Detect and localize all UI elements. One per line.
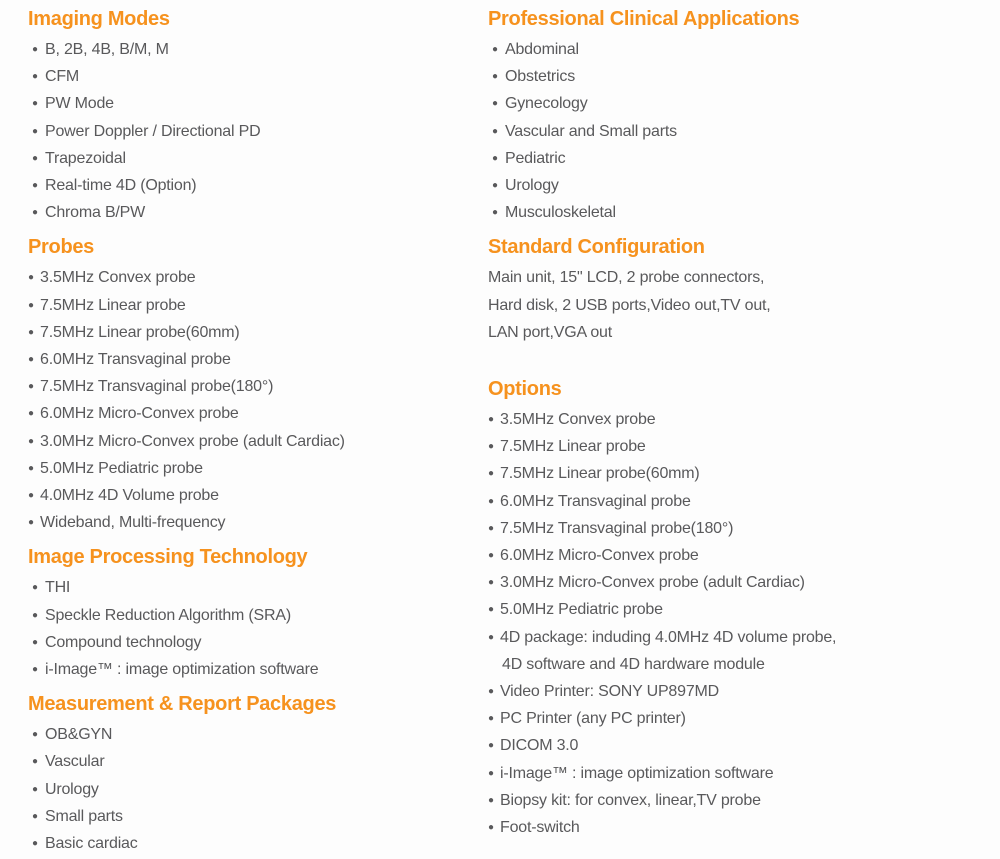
item-label: OB&GYN (45, 726, 113, 744)
list-item (28, 776, 488, 803)
item-label: Gynecology (505, 95, 588, 113)
item-label: Foot-switch (500, 819, 580, 837)
list-item-continuation (488, 651, 988, 678)
imaging-modes-list (28, 36, 488, 226)
options-list (488, 406, 988, 841)
bullet-icon: ● (488, 686, 494, 698)
item-label: DICOM 3.0 (500, 737, 579, 755)
item-label: Video Printer: SONY UP897MD (500, 683, 719, 701)
item-label: 4.0MHz 4D Volume probe (40, 487, 219, 505)
bullet-icon: ● (32, 783, 38, 795)
bullet-icon: ● (492, 125, 498, 137)
bullet-icon: ● (488, 414, 494, 426)
bullet-icon: ● (488, 767, 494, 779)
list-item (28, 803, 488, 830)
item-label: 6.0MHz Micro-Convex probe (500, 547, 699, 565)
item-label: 5.0MHz Pediatric probe (40, 459, 203, 477)
item-label: 4D package: induding 4.0MHz 4D volume probe, (500, 628, 837, 646)
item-label: 3.5MHz Convex probe (40, 269, 196, 287)
bullet-icon: ● (488, 631, 494, 643)
item-label: Obstetrics (505, 68, 576, 86)
bullet-icon: ● (488, 522, 494, 534)
item-label: Real-time 4D (Option) (45, 177, 197, 195)
item-label: Speckle Reduction Algorithm (SRA) (45, 606, 291, 624)
item-label: Urology (45, 780, 99, 798)
bullet-icon: ● (488, 441, 494, 453)
item-label: Vascular and Small parts (505, 122, 677, 140)
item-label: 5.0MHz Pediatric probe (500, 601, 663, 619)
item-label: Vascular (45, 753, 105, 771)
list-item (28, 602, 488, 629)
bullet-icon: ● (32, 71, 38, 83)
list-item (28, 629, 488, 656)
section-options (488, 376, 988, 841)
item-label: PC Printer (any PC printer) (500, 710, 686, 728)
section-title: Standard Configuration (488, 236, 705, 259)
config-line: Hard disk, 2 USB ports,Video out,TV out, (488, 296, 771, 314)
bullet-icon: ● (32, 180, 38, 192)
item-label: Small parts (45, 807, 123, 825)
config-line: LAN port,VGA out (488, 323, 612, 341)
section-title: Options (488, 378, 562, 401)
item-label: 3.5MHz Convex probe (500, 411, 656, 429)
bullet-icon: ● (32, 125, 38, 137)
item-label: B, 2B, 4B, B/M, M (45, 41, 169, 58)
item-label: 4D software and 4D hardware module (502, 655, 765, 673)
standard-configuration-text (488, 264, 988, 346)
item-label: 7.5MHz Linear probe (40, 296, 186, 314)
item-label: THI (45, 579, 71, 597)
item-label: Urology (505, 177, 559, 195)
list-item (488, 569, 988, 596)
section-title: Probes (28, 236, 95, 259)
item-label: CFM (45, 68, 80, 86)
bullet-icon: ● (488, 740, 494, 752)
bullet-icon: ● (28, 299, 34, 311)
bullet-icon: ● (32, 810, 38, 822)
bullet-icon: ● (492, 71, 498, 83)
item-label: Chroma B/PW (45, 204, 146, 222)
right-column (488, 6, 988, 857)
list-item (28, 118, 488, 145)
list-item (488, 36, 988, 63)
list-item (488, 787, 988, 814)
bullet-icon: ● (28, 272, 34, 284)
bullet-icon: ● (28, 381, 34, 393)
list-item (488, 678, 988, 705)
list-item (28, 199, 488, 226)
item-label: Abdominal (505, 41, 579, 58)
bullet-icon: ● (32, 98, 38, 110)
item-label: 7.5MHz Linear probe(60mm) (40, 323, 240, 341)
section-measurement-report-packages (28, 691, 488, 857)
list-item (28, 145, 488, 172)
bullet-icon: ● (28, 435, 34, 447)
bullet-icon: ● (488, 468, 494, 480)
list-item (28, 346, 488, 373)
list-item (28, 63, 488, 90)
item-label: 6.0MHz Transvaginal probe (500, 492, 691, 510)
list-item (28, 373, 488, 400)
list-item (488, 596, 988, 623)
list-item (28, 455, 488, 482)
bullet-icon: ● (488, 495, 494, 507)
bullet-icon: ● (488, 794, 494, 806)
bullet-icon: ● (492, 44, 498, 55)
bullet-icon: ● (488, 550, 494, 562)
list-item (488, 705, 988, 732)
bullet-icon: ● (32, 838, 38, 850)
bullet-icon: ● (32, 207, 38, 219)
list-item (28, 400, 488, 427)
item-label: 3.0MHz Micro-Convex probe (adult Cardiac) (500, 574, 805, 592)
list-item (488, 542, 988, 569)
item-label: 3.0MHz Micro-Convex probe (adult Cardiac) (40, 432, 345, 450)
bullet-icon: ● (492, 98, 498, 110)
section-professional-clinical-applications (488, 6, 988, 226)
item-label: i-Image™ : image optimization software (500, 764, 774, 782)
item-label: 6.0MHz Transvaginal probe (40, 351, 231, 369)
item-label: 6.0MHz Micro-Convex probe (40, 405, 239, 423)
item-label: 7.5MHz Transvaginal probe(180°) (40, 378, 274, 396)
left-column (28, 6, 488, 857)
item-label: 7.5MHz Linear probe(60mm) (500, 465, 700, 483)
list-item (488, 145, 988, 172)
measurement-report-list (28, 721, 488, 857)
item-label: Compound technology (45, 633, 202, 651)
bullet-icon: ● (488, 604, 494, 616)
list-item (28, 830, 488, 857)
bullet-icon: ● (32, 152, 38, 164)
item-label: PW Mode (45, 95, 114, 113)
bullet-icon: ● (32, 609, 38, 621)
list-item (28, 509, 488, 536)
section-title: Measurement & Report Packages (28, 693, 337, 716)
bullet-icon: ● (28, 490, 34, 502)
list-item (488, 118, 988, 145)
list-item (28, 482, 488, 509)
list-item (488, 63, 988, 90)
bullet-icon: ● (32, 664, 38, 676)
bullet-icon: ● (28, 326, 34, 338)
bullet-icon: ● (32, 729, 38, 741)
section-probes (28, 234, 488, 536)
list-item (28, 656, 488, 683)
list-item (488, 732, 988, 759)
item-label: 7.5MHz Linear probe (500, 438, 646, 456)
list-item (28, 748, 488, 775)
bullet-icon: ● (488, 822, 494, 834)
image-processing-list (28, 574, 488, 683)
bullet-icon: ● (28, 408, 34, 420)
item-label: Musculoskeletal (505, 204, 616, 222)
bullet-icon: ● (28, 462, 34, 474)
list-item (488, 460, 988, 487)
item-label: Pediatric (505, 149, 566, 167)
item-label: Biopsy kit: for convex, linear,TV probe (500, 791, 761, 809)
bullet-icon: ● (32, 582, 38, 594)
section-standard-configuration (488, 234, 988, 346)
list-item (28, 172, 488, 199)
bullet-icon: ● (488, 713, 494, 725)
item-label: Wideband, Multi-frequency (40, 514, 226, 532)
list-item (28, 264, 488, 291)
bullet-icon: ● (28, 517, 34, 529)
section-title: Professional Clinical Applications (488, 8, 800, 30)
list-item (488, 172, 988, 199)
list-item (28, 319, 488, 346)
clinical-applications-list (488, 36, 988, 226)
list-item (488, 515, 988, 542)
list-item (488, 760, 988, 787)
bullet-icon: ● (488, 577, 494, 589)
list-item (488, 90, 988, 117)
config-line: Main unit, 15" LCD, 2 probe connectors, (488, 269, 765, 287)
item-label: Trapezoidal (45, 149, 126, 167)
bullet-icon: ● (32, 636, 38, 648)
section-title: Image Processing Technology (28, 546, 308, 569)
list-item (28, 90, 488, 117)
bullet-icon: ● (492, 152, 498, 164)
list-item (488, 433, 988, 460)
bullet-icon: ● (492, 207, 498, 219)
item-label: 7.5MHz Transvaginal probe(180°) (500, 519, 734, 537)
item-label: i-Image™ : image optimization software (45, 661, 319, 679)
list-item (488, 199, 988, 226)
list-item (488, 624, 988, 651)
section-title: Imaging Modes (28, 8, 170, 30)
section-imaging-modes (28, 6, 488, 226)
probes-list (28, 264, 488, 536)
list-item (28, 36, 488, 63)
item-label: Basic cardiac (45, 835, 138, 853)
section-image-processing-technology (28, 544, 488, 683)
bullet-icon: ● (492, 180, 498, 192)
item-label: Power Doppler / Directional PD (45, 122, 261, 140)
list-item (28, 428, 488, 455)
list-item (488, 406, 988, 433)
list-item (28, 574, 488, 601)
list-item (488, 814, 988, 841)
list-item (28, 721, 488, 748)
list-item (28, 292, 488, 319)
list-item (488, 488, 988, 515)
bullet-icon: ● (32, 44, 38, 55)
bullet-icon: ● (28, 354, 34, 366)
bullet-icon: ● (32, 756, 38, 768)
